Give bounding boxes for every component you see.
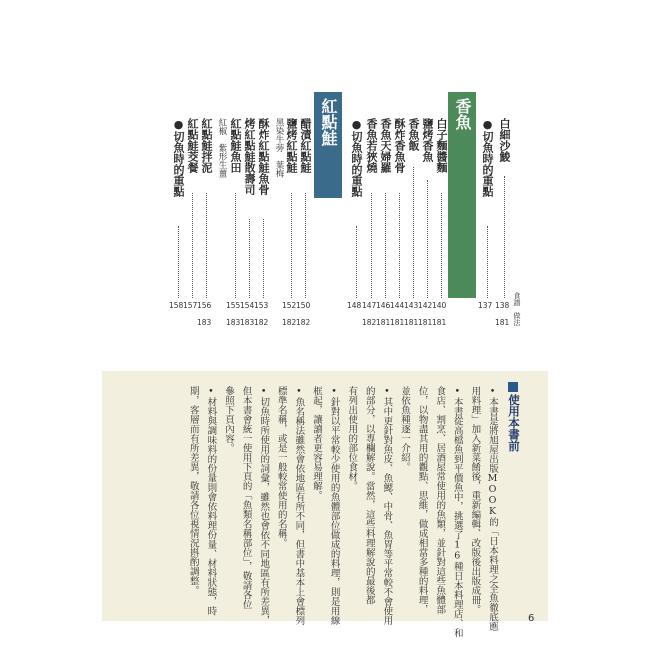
dot-leader bbox=[413, 167, 415, 298]
toc-entry[interactable]: 白細沙鮻 bbox=[498, 118, 511, 162]
toc-recipe-page-number: 183 bbox=[240, 318, 255, 327]
toc-entry[interactable]: 香魚飯 bbox=[407, 118, 420, 151]
panel-text-line: 的部分，以專欄解說。當然，這些料理解說的最後都 bbox=[363, 386, 375, 605]
toc-entry[interactable]: 醋漬紅點鮭 bbox=[299, 118, 312, 173]
dot-leader bbox=[487, 226, 489, 298]
toc-page-number: 142 bbox=[418, 301, 433, 310]
dot-leader bbox=[178, 226, 180, 298]
panel-text-line: 有列出使用的部位食材。 bbox=[346, 386, 358, 491]
dot-leader bbox=[385, 193, 387, 298]
toc-entry[interactable]: 鹽烤紅點鮭 bbox=[285, 118, 298, 173]
toc-page-number: 146 bbox=[376, 301, 391, 310]
side-note-left: 食譜 bbox=[513, 292, 521, 306]
section-band-salmon-label: 紅點鮭 bbox=[319, 98, 338, 146]
toc-page-number: 144 bbox=[390, 301, 405, 310]
panel-text-line: •針對以平常較少使用的魚體部位做成的料理，則是用線 bbox=[328, 386, 340, 625]
toc-page-number: 154 bbox=[240, 301, 255, 310]
dot-leader bbox=[192, 193, 194, 298]
toc-recipe-page-number: 182 bbox=[254, 318, 269, 327]
panel-text-line: 期，客層而有所差異，敬請各位視情況斟酌調整。 bbox=[187, 386, 199, 595]
toc-page-number: 156 bbox=[197, 301, 212, 310]
toc-recipe-page-number: 181 bbox=[376, 318, 391, 327]
toc-recipe-page-number: 182 bbox=[362, 318, 377, 327]
panel-text-line: •本書從高檔魚到平價魚中，挑選了16種日本料理店、和 bbox=[451, 386, 463, 638]
toc-entry[interactable]: 酥炸紅點鮭魚骨 bbox=[257, 118, 270, 195]
toc-page-number: 158 bbox=[169, 301, 184, 310]
toc-page-number: 152 bbox=[282, 301, 297, 310]
dot-leader bbox=[263, 219, 265, 298]
dot-leader bbox=[305, 193, 307, 298]
toc-entry[interactable]: ●切魚時的重點 bbox=[350, 118, 363, 197]
dot-leader bbox=[441, 193, 443, 298]
toc-page-number: 150 bbox=[296, 301, 311, 310]
toc-page-number: 157 bbox=[183, 301, 198, 310]
panel-text-line: •材料與調味料的份量則會依料理份量、材料狀態，時 bbox=[205, 386, 217, 616]
panel-text-line: 標準名稱，或是一般較常使用的名稱。 bbox=[275, 386, 287, 548]
toc-page-number: 138 bbox=[495, 301, 510, 310]
toc-recipe-page-number: 181 bbox=[432, 318, 447, 327]
dot-leader bbox=[427, 180, 429, 298]
panel-text-line: 位，以物盡其用的觀點、思維，做成相當多種的料理， bbox=[416, 386, 428, 614]
panel-text-line: 框起，讓讀者更容易理解。 bbox=[311, 386, 322, 500]
dot-leader bbox=[356, 226, 358, 298]
toc-recipe-page-number: 183 bbox=[197, 318, 212, 327]
section-band-ayu-label: 香魚 bbox=[453, 98, 472, 130]
toc-entry[interactable]: 香魚天婦羅 bbox=[379, 118, 392, 173]
panel-title: 使用本書前 bbox=[507, 394, 521, 452]
dot-leader bbox=[249, 219, 251, 298]
square-bullet-icon bbox=[508, 382, 518, 392]
toc-recipe-page-number: 181 bbox=[418, 318, 433, 327]
toc-page-number: 148 bbox=[347, 301, 362, 310]
panel-text-line: •切魚時所使用的詞彙，雖然也會依不同地區有所差異， bbox=[258, 386, 270, 625]
panel-text-line: •魚名稱法雖然會依地區有所不同，但書中基本上會標列 bbox=[293, 386, 305, 625]
toc-entry[interactable]: 紅椒 紫形生薑 bbox=[217, 118, 227, 178]
dot-leader bbox=[371, 193, 373, 298]
toc-entry[interactable]: ●切魚時的重點 bbox=[481, 118, 494, 197]
dot-leader bbox=[206, 193, 208, 298]
toc-page-number: 140 bbox=[432, 301, 447, 310]
toc-page-number: 155 bbox=[226, 301, 241, 310]
toc-entry[interactable]: 酥炸香魚骨 bbox=[393, 118, 406, 173]
toc-entry[interactable]: 紅點鮭拌泥 bbox=[200, 118, 213, 173]
side-note-right: 做法 bbox=[513, 312, 521, 326]
toc-recipe-page-number: 181 bbox=[404, 318, 419, 327]
panel-text-line: •本書是將旭屋出版MOOK的「日本料理之全魚徹底應 bbox=[487, 386, 498, 631]
toc-page-number: 143 bbox=[404, 301, 419, 310]
toc-recipe-page-number: 181 bbox=[390, 318, 405, 327]
toc-entry[interactable]: ●切魚時的重點 bbox=[172, 118, 185, 197]
toc-recipe-page-number: 182 bbox=[282, 318, 297, 327]
toc-recipe-page-number: 182 bbox=[296, 318, 311, 327]
panel-text-line: 參照下頁內容。 bbox=[223, 386, 234, 453]
toc-page-number: 147 bbox=[362, 301, 377, 310]
toc-entry[interactable]: 黑染牛蒡 葉梅 bbox=[274, 118, 284, 178]
dot-leader bbox=[235, 193, 237, 298]
panel-text-line: 但本書會統一使用下頁的「魚類名稱部位」，敬請各位 bbox=[240, 386, 252, 610]
toc-entry[interactable]: 香魚若狹燒 bbox=[365, 118, 378, 173]
panel-text-line: •其中更針對魚皮、魚鰓、中骨、魚胃等平常較不會使用 bbox=[381, 386, 393, 625]
toc-recipe-page-number: 183 bbox=[226, 318, 241, 327]
panel-text-line: 食店、割烹、居酒屋常使用的魚類，並針對這些魚體部 bbox=[434, 386, 446, 614]
toc-entry[interactable]: 紅點鮭茭餐 bbox=[186, 118, 199, 173]
toc-recipe-page-number: 181 bbox=[495, 318, 510, 327]
toc-entry[interactable]: 紅點鮭魚田 bbox=[229, 118, 242, 173]
dot-leader bbox=[399, 193, 401, 298]
toc-entry[interactable]: 鹽烤香魚 bbox=[421, 118, 434, 162]
toc-entry[interactable]: 白子麵醬麵 bbox=[435, 118, 448, 173]
dot-leader bbox=[504, 176, 506, 298]
page-number: 6 bbox=[528, 613, 535, 624]
toc-entry[interactable]: 烤紅點鮭散壽司 bbox=[243, 118, 256, 195]
toc-page-number: 137 bbox=[478, 301, 493, 310]
panel-text-line: 用料理」加入新菜餚後，重新編輯、改版後出版成冊。 bbox=[469, 386, 481, 614]
dot-leader bbox=[291, 193, 293, 298]
toc-page-number: 153 bbox=[254, 301, 269, 310]
panel-text-line: 並依魚種逐一介紹。 bbox=[399, 386, 410, 472]
